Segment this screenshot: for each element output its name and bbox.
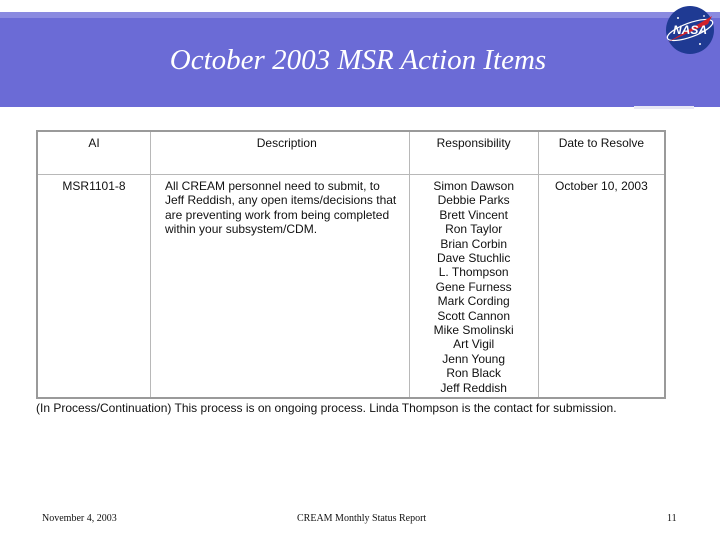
responsible-person: Art Vigil [453,337,495,352]
cell-responsibility [409,175,538,399]
responsible-person: Jeff Reddish [440,380,507,395]
column-header-description: Description [151,131,410,175]
footer-report-title: CREAM Monthly Status Report [297,513,427,524]
responsible-person: Mike Smolinski [433,323,514,338]
responsible-person: Scott Cannon [437,308,511,323]
status-note: (In Process/Continuation) This process is on ongoing process. Linda Thompson is the contact for submission. [36,401,617,415]
responsible-person: Brian Corbin [440,236,508,251]
footer-date: November 4, 2003 [42,513,117,524]
cell-description: All CREAM personnel need to submit, to Jeff Reddish, any open items/decisions that are preventing work from being completed within your subsystem/CDM. [151,175,410,399]
responsible-person: Gene Furness [435,279,512,294]
responsible-person: Dave Stuchlic [436,251,511,266]
responsible-person: Ron Black [446,366,502,381]
title-band-strip [0,12,720,18]
column-header-responsibility: Responsibility [409,131,538,175]
responsible-person: L. Thompson [438,265,509,280]
responsible-person: Jenn Young [442,351,506,366]
table-header-row [37,131,665,175]
column-header-date: Date to Resolve [538,131,665,175]
nasa-logo-text: NASA [672,23,708,37]
responsible-person: Brett Vincent [439,207,508,222]
action-items-table [36,130,666,399]
responsible-person: Mark Cording [437,294,510,309]
table-row [37,175,665,399]
responsible-person: Simon Dawson [433,179,515,193]
column-header-ai: AI [37,131,151,175]
cell-date: October 10, 2003 [538,175,665,399]
nasa-logo-icon [662,4,718,56]
slide-title: October 2003 MSR Action Items [169,44,547,76]
cell-ai: MSR1101-8 [37,175,151,399]
responsible-person: Debbie Parks [437,193,510,208]
title-underline [634,106,694,109]
footer-page-number: 11 [667,513,677,524]
responsible-person: Ron Taylor [445,222,503,237]
